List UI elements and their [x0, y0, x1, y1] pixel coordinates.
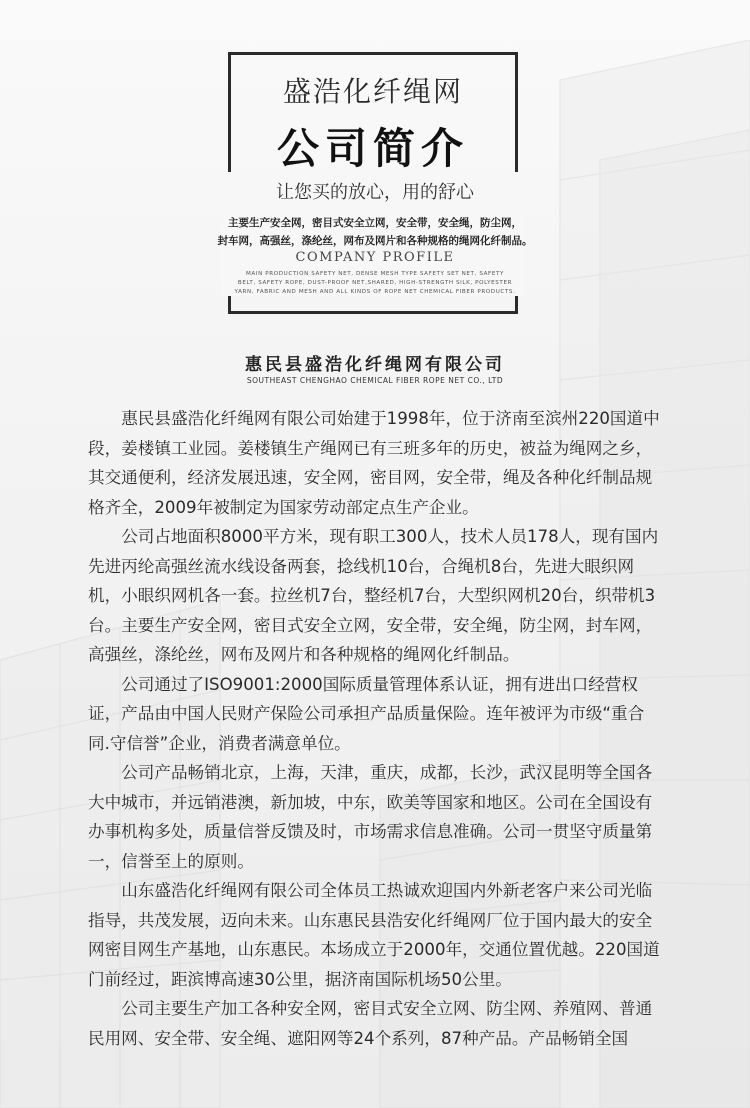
- intro-paragraph: 山东盛浩化纤绳网有限公司全体员工热诚欢迎国内外新老客户来公司光临指导，共茂发展，迈向未来。山东惠民县浩安化纤绳网厂位于国内最大的安全网密目网生产基地，山东惠民。本场成立于2000年，交通位置优越。220国道门前经过，距滨博高速30公里，据济南国际机场50公里。: [88, 881, 660, 989]
- products-summary-cn: [170, 214, 580, 250]
- company-introduction: [88, 404, 662, 1053]
- products-summary-en-line: YARN, FABRIC AND MESH AND ALL KINDS OF ROPE NET CHEMICAL FIBER PRODUCTS.: [234, 289, 516, 295]
- products-summary-en-line: MAIN PRODUCTION SAFETY NET, DENSE MESH TYPE SAFETY SET NET, SAFETY: [246, 271, 504, 277]
- intro-paragraph: 公司通过了ISO9001:2000国际质量管理体系认证，拥有进出口经营权证，产品由中国人民财产保险公司承担产品质量保险。连年被评为市级“重合同.守信誉”企业，消费者满意单位。: [88, 674, 645, 753]
- products-summary-en: [190, 270, 560, 297]
- intro-paragraph: 惠民县盛浩化纤绳网有限公司始建于1998年，位于济南至滨州220国道中段，姜楼镇工业园。姜楼镇生产绳网已有三班多年的历史，被益为绳网之乡，其交通便利，经济发展迅速，安全网，密目网，安全带，绳及各种化纤制品规格齐全，2009年被制定为国家劳动部定点生产企业。: [88, 409, 660, 517]
- intro-paragraph: 公司占地面积8000平方米，现有职工300人，技术人员178人，现有国内先进丙纶高强丝流水线设备两套，捻线机10台，合绳机8台，先进大眼织网机，小眼织网机各一套。拉丝机7台，整经机7台，大型织网机20台，织带机3台。主要生产安全网，密目式安全立网，安全带，安全绳，防尘网，封车网，高强丝，涤纶丝，网布及网片和各种规格的绳网化纤制品。: [88, 527, 659, 664]
- company-profile-en-heading: COMPANY PROFILE: [295, 250, 455, 265]
- products-summary-en-line: BELT, SAFETY ROPE, DUST-PROOF NET,SHARED, HIGH-STRENGTH SILK, POLYESTER: [237, 280, 513, 286]
- intro-paragraph: 公司产品畅销北京，上海，天津，重庆，成都，长沙，武汉昆明等全国各大中城市，并远销港澳，新加坡，中东，欧美等国家和地区。公司在全国设有办事机构多处，质量信誉反馈及时，市场需求信息准确。公司一贯坚守质量第一，信誉至上的原则。: [88, 763, 653, 871]
- company-english-name: SOUTHEAST CHENGHAO CHEMICAL FIBER ROPE NET CO., LTD: [246, 376, 504, 385]
- company-full-name: 惠民县盛浩化纤绳网有限公司: [245, 355, 505, 375]
- intro-paragraph: 公司主要生产加工各种安全网，密目式安全立网、防尘网、养殖网、普通民用网、安全带、安全绳、遮阳网等24个系列，87种产品。产品畅销全国: [88, 999, 653, 1048]
- page-title: 公司简介: [276, 124, 469, 173]
- slogan: 让您买的放心，用的舒心: [276, 182, 474, 203]
- products-summary-cn-line: 主要生产安全网，密目式安全立网，安全带，安全绳，防尘网，: [228, 217, 522, 229]
- company-short-name: 盛浩化纤绳网: [282, 75, 463, 108]
- products-summary-cn-line: 封车网，高强丝，涤纶丝，网布及网片和各种规格的绳网化纤制品。: [217, 235, 533, 247]
